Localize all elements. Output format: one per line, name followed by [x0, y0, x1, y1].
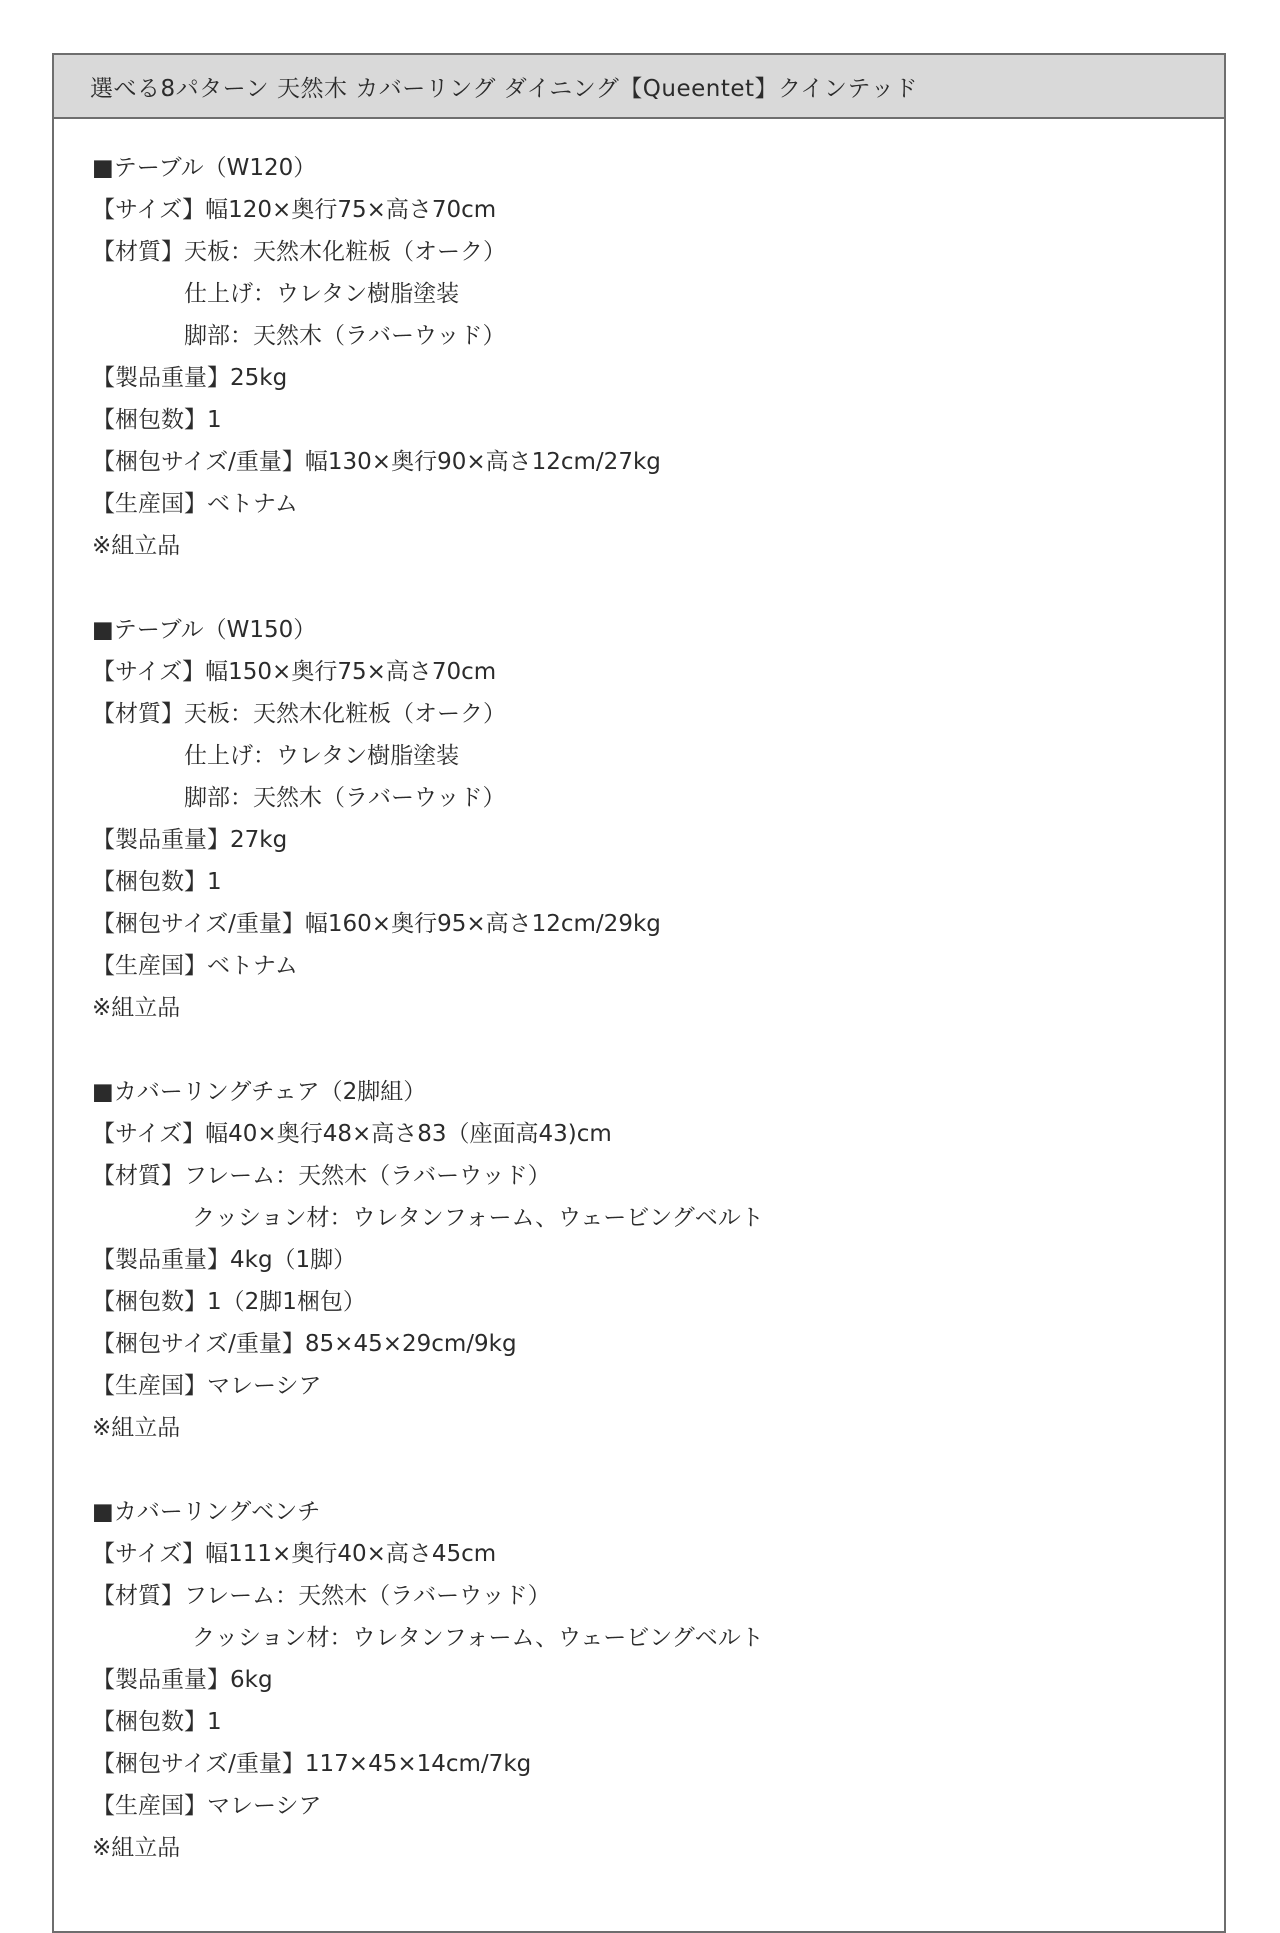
section-covering-bench	[92, 1491, 1224, 1869]
section-table-w120	[92, 147, 1224, 567]
spec-packages: 【梱包数】1	[92, 1709, 222, 1735]
spec-packages: 【梱包数】1	[92, 869, 222, 895]
spec-origin: 【生産国】マレーシア	[92, 1373, 322, 1399]
spec-material: 【材質】天板：天然木化粧板（オーク）	[92, 239, 506, 265]
spec-size: 【サイズ】幅111×奥行40×高さ45cm	[92, 1541, 497, 1567]
spec-size: 【サイズ】幅40×奥行48×高さ83（座面高43)cm	[92, 1121, 612, 1147]
spec-material-legs: 脚部：天然木（ラバーウッド）	[184, 785, 506, 811]
spec-material: 【材質】フレーム：天然木（ラバーウッド）	[92, 1163, 551, 1189]
spec-note: ※組立品	[92, 1415, 181, 1441]
spec-weight: 【製品重量】4kg（1脚）	[92, 1247, 357, 1273]
spec-size: 【サイズ】幅120×奥行75×高さ70cm	[92, 197, 497, 223]
spec-origin: 【生産国】ベトナム	[92, 953, 298, 979]
section-table-w150	[92, 609, 1224, 1029]
section-covering-chair	[92, 1071, 1224, 1449]
spec-table	[52, 53, 1226, 1933]
spec-header	[54, 55, 1224, 119]
spec-note: ※組立品	[92, 533, 181, 559]
spec-packages: 【梱包数】1（2脚1梱包）	[92, 1289, 366, 1315]
spec-weight: 【製品重量】6kg	[92, 1667, 273, 1693]
section-heading: ■テーブル（W150）	[92, 617, 317, 643]
spec-package-size: 【梱包サイズ/重量】幅160×奥行95×高さ12cm/29kg	[92, 911, 661, 937]
spec-body	[54, 119, 1224, 1869]
spec-package-size: 【梱包サイズ/重量】85×45×29cm/9kg	[92, 1331, 517, 1357]
spec-material: 【材質】フレーム：天然木（ラバーウッド）	[92, 1583, 551, 1609]
spec-weight: 【製品重量】25kg	[92, 365, 288, 391]
spec-package-size: 【梱包サイズ/重量】117×45×14cm/7kg	[92, 1751, 532, 1777]
section-heading: ■テーブル（W120）	[92, 155, 317, 181]
spec-material-cushion: クッション材：ウレタンフォーム、ウェービングベルト	[192, 1625, 764, 1651]
spec-material: 【材質】天板：天然木化粧板（オーク）	[92, 701, 506, 727]
spec-note: ※組立品	[92, 1835, 181, 1861]
spec-material-cushion: クッション材：ウレタンフォーム、ウェービングベルト	[192, 1205, 764, 1231]
spec-note: ※組立品	[92, 995, 181, 1021]
spec-material-finish: 仕上げ：ウレタン樹脂塗装	[184, 743, 460, 769]
section-heading: ■カバーリングチェア（2脚組）	[92, 1079, 427, 1105]
spec-weight: 【製品重量】27kg	[92, 827, 288, 853]
spec-packages: 【梱包数】1	[92, 407, 222, 433]
spec-material-finish: 仕上げ：ウレタン樹脂塗装	[184, 281, 460, 307]
spec-material-legs: 脚部：天然木（ラバーウッド）	[184, 323, 506, 349]
spec-origin: 【生産国】マレーシア	[92, 1793, 322, 1819]
spec-origin: 【生産国】ベトナム	[92, 491, 298, 517]
product-title: 選べる8パターン 天然木 カバーリング ダイニング【Queentet】クインテッド	[90, 75, 918, 102]
section-heading: ■カバーリングベンチ	[92, 1499, 321, 1525]
spec-package-size: 【梱包サイズ/重量】幅130×奥行90×高さ12cm/27kg	[92, 449, 661, 475]
spec-size: 【サイズ】幅150×奥行75×高さ70cm	[92, 659, 497, 685]
